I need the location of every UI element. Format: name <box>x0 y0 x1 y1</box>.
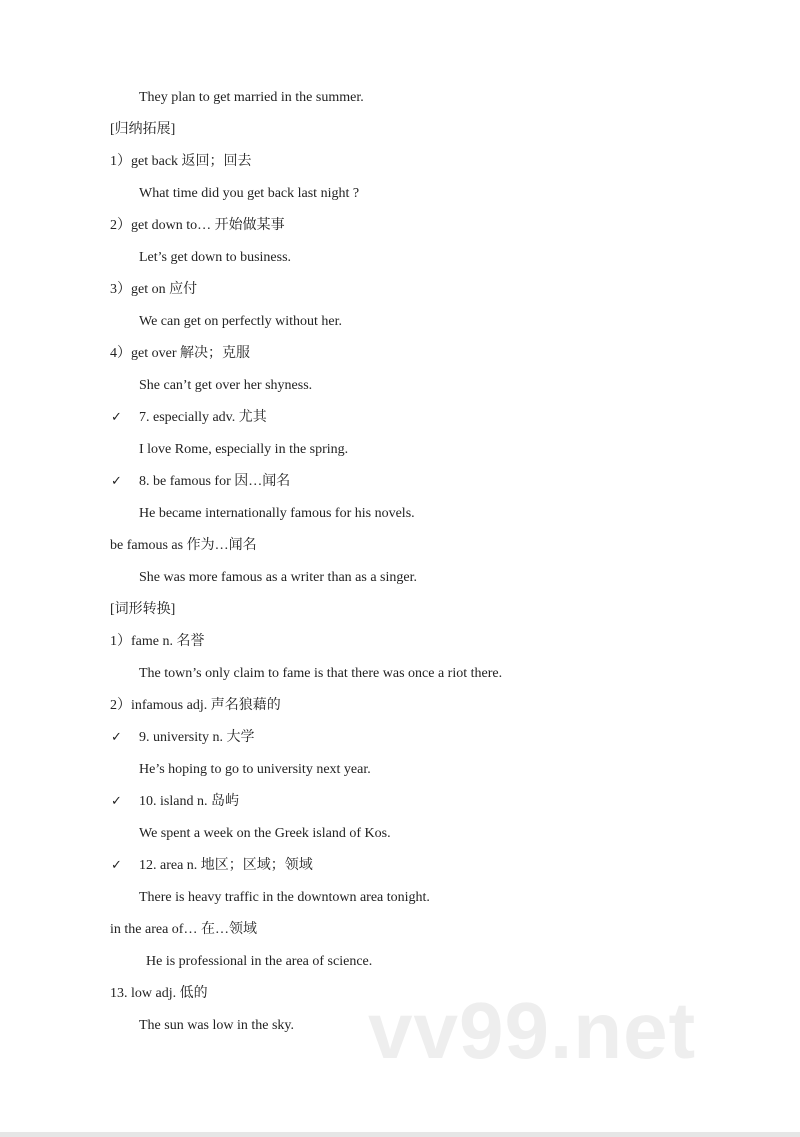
example-line: 7. especially adv. 尤其 <box>139 410 267 425</box>
example-line: He’s hoping to go to university next year. <box>139 762 371 777</box>
example-line: He is professional in the area of science. <box>146 954 373 969</box>
heading-line: 1）fame n. 名誉 <box>110 634 205 649</box>
check-mark-icon: ✓ <box>111 474 122 489</box>
example-line: 12. area n. 地区；区域；领域 <box>139 858 313 873</box>
example-line: We spent a week on the Greek island of Kos. <box>139 826 391 841</box>
check-mark-icon: ✓ <box>111 858 122 873</box>
heading-line: be famous as 作为…闻名 <box>110 538 257 553</box>
example-line: The town’s only claim to fame is that there was once a riot there. <box>139 666 503 681</box>
heading-line: 13. low adj. 低的 <box>110 986 208 1001</box>
example-line: There is heavy traffic in the downtown area tonight. <box>139 890 430 905</box>
example-line: She can’t get over her shyness. <box>139 378 313 393</box>
check-mark-icon: ✓ <box>111 410 122 425</box>
heading-line: 2）get down to… 开始做某事 <box>110 218 285 233</box>
example-line: 10. island n. 岛屿 <box>139 794 239 809</box>
example-line: What time did you get back last night ? <box>139 186 360 201</box>
check-mark-icon: ✓ <box>111 794 122 809</box>
example-line: I love Rome, especially in the spring. <box>139 442 349 457</box>
example-line: 9. university n. 大学 <box>139 730 255 745</box>
heading-line: 1）get back 返回；回去 <box>110 154 252 169</box>
example-line: Let’s get down to business. <box>139 250 292 265</box>
example-line: 8. be famous for 因…闻名 <box>139 474 291 489</box>
check-mark-icon: ✓ <box>111 730 122 745</box>
example-line: He became internationally famous for his novels. <box>139 506 415 521</box>
heading-line: [词形转换] <box>110 602 176 617</box>
example-line: The sun was low in the sky. <box>139 1018 295 1033</box>
example-line: She was more famous as a writer than as a singer. <box>139 570 417 585</box>
watermark: vv99.net <box>368 986 697 1075</box>
heading-line: 3）get on 应付 <box>110 282 198 297</box>
example-line: We can get on perfectly without her. <box>139 314 342 329</box>
heading-line: [归纳拓展] <box>110 122 176 137</box>
heading-line: 4）get over 解决；克服 <box>110 346 250 361</box>
heading-line: in the area of… 在…领域 <box>110 922 257 937</box>
page-bottom-edge <box>0 1132 800 1137</box>
heading-line: 2）infamous adj. 声名狼藉的 <box>110 698 281 713</box>
example-line: They plan to get married in the summer. <box>139 90 364 105</box>
